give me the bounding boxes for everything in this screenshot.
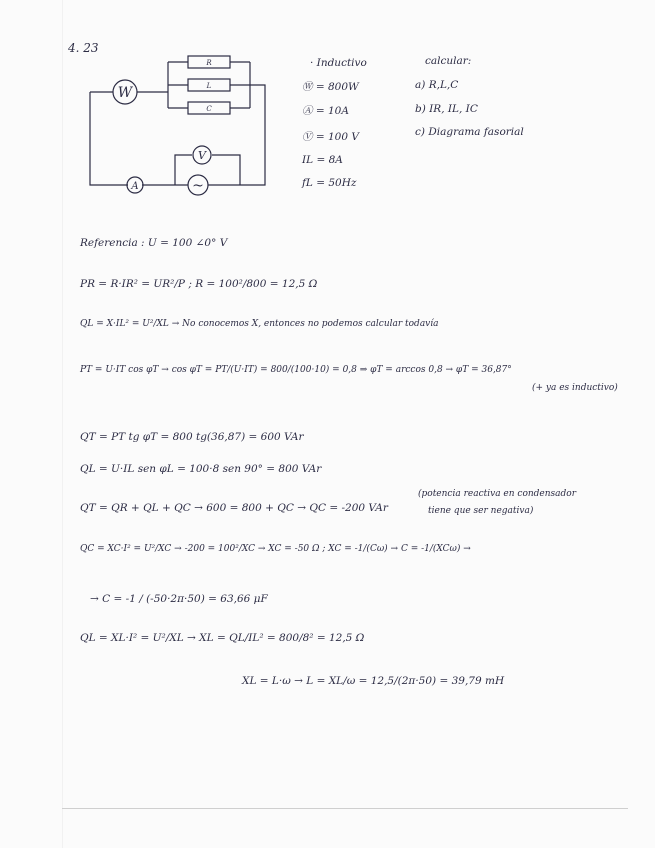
given-voltmeter: Ⓥ = 100 V [302,131,359,143]
right-wire [208,85,265,185]
ql-attempt-line: QL = X·IL² = U²/XL → No conocemos X, entonces no podemos calcular todavía [80,319,439,329]
problem-number: 4. 23 [68,41,99,55]
given-wattmeter: Ⓦ = 800W [302,81,359,93]
pr-line: PR = R·IR² = UR²/P ; R = 100²/800 = 12,5 Ω [80,278,318,290]
circuit-diagram [80,40,275,200]
given-type: · Inductivo [310,57,367,69]
given-freq: fL = 50Hz [302,177,357,189]
ql-line: QL = U·IL sen φL = 100·8 sen 90° = 800 VAr [80,463,322,475]
capacitance-line: → C = -1 / (-50·2π·50) = 63,66 μF [90,593,268,605]
given-il: IL = 8A [302,154,343,166]
resistor-label: R [206,59,212,67]
source-symbol: ~ [192,178,204,194]
inductance-line: XL = L·ω → L = XL/ω = 12,5/(2π·50) = 39,79 mH [242,675,505,687]
pt-line: PT = U·IT cos φT → cos φT = PT/(U·IT) = 800/(100·10) = 0,8 ⇒ φT = arccos 0,8 → φT = 36,87° [80,365,512,375]
ammeter-symbol: A [131,181,139,192]
question-b: b) IR, IL, IC [415,103,478,115]
given-ammeter: Ⓐ = 10A [302,105,349,117]
capacitor-label: C [206,105,212,113]
qsum-line: QT = QR + QL + QC → 600 = 800 + QC → QC = -200 VAr [80,502,388,514]
qc-line: QC = XC·I² = U²/XC → -200 = 100²/XC → XC = -50 Ω ; XC = -1/(Cω) → C = -1/(XCω) → [80,544,471,554]
question-c: c) Diagrama fasorial [415,126,524,138]
reference-line: Referencia : U = 100 ∠0° V [80,237,228,249]
questions-header: calcular: [425,55,472,67]
left-wire [90,92,128,185]
question-a: a) R,L,C [415,79,459,91]
qsum-note-1: (potencia reactiva en condensador [418,489,577,499]
page-edge-bottom [62,808,628,809]
page-edge-left [62,0,63,848]
qsum-note-2: tiene que ser negativa) [428,506,534,516]
ql2-line: QL = XL·I² = U²/XL → XL = QL/IL² = 800/8² = 12,5 Ω [80,632,365,644]
voltmeter-symbol: V [198,149,206,162]
qt-line: QT = PT tg φT = 800 tg(36,87) = 600 VAr [80,431,304,443]
pt-note: (+ ya es inductivo) [532,383,618,393]
wattmeter-symbol: W [117,85,133,101]
inductor-label: L [206,82,212,90]
